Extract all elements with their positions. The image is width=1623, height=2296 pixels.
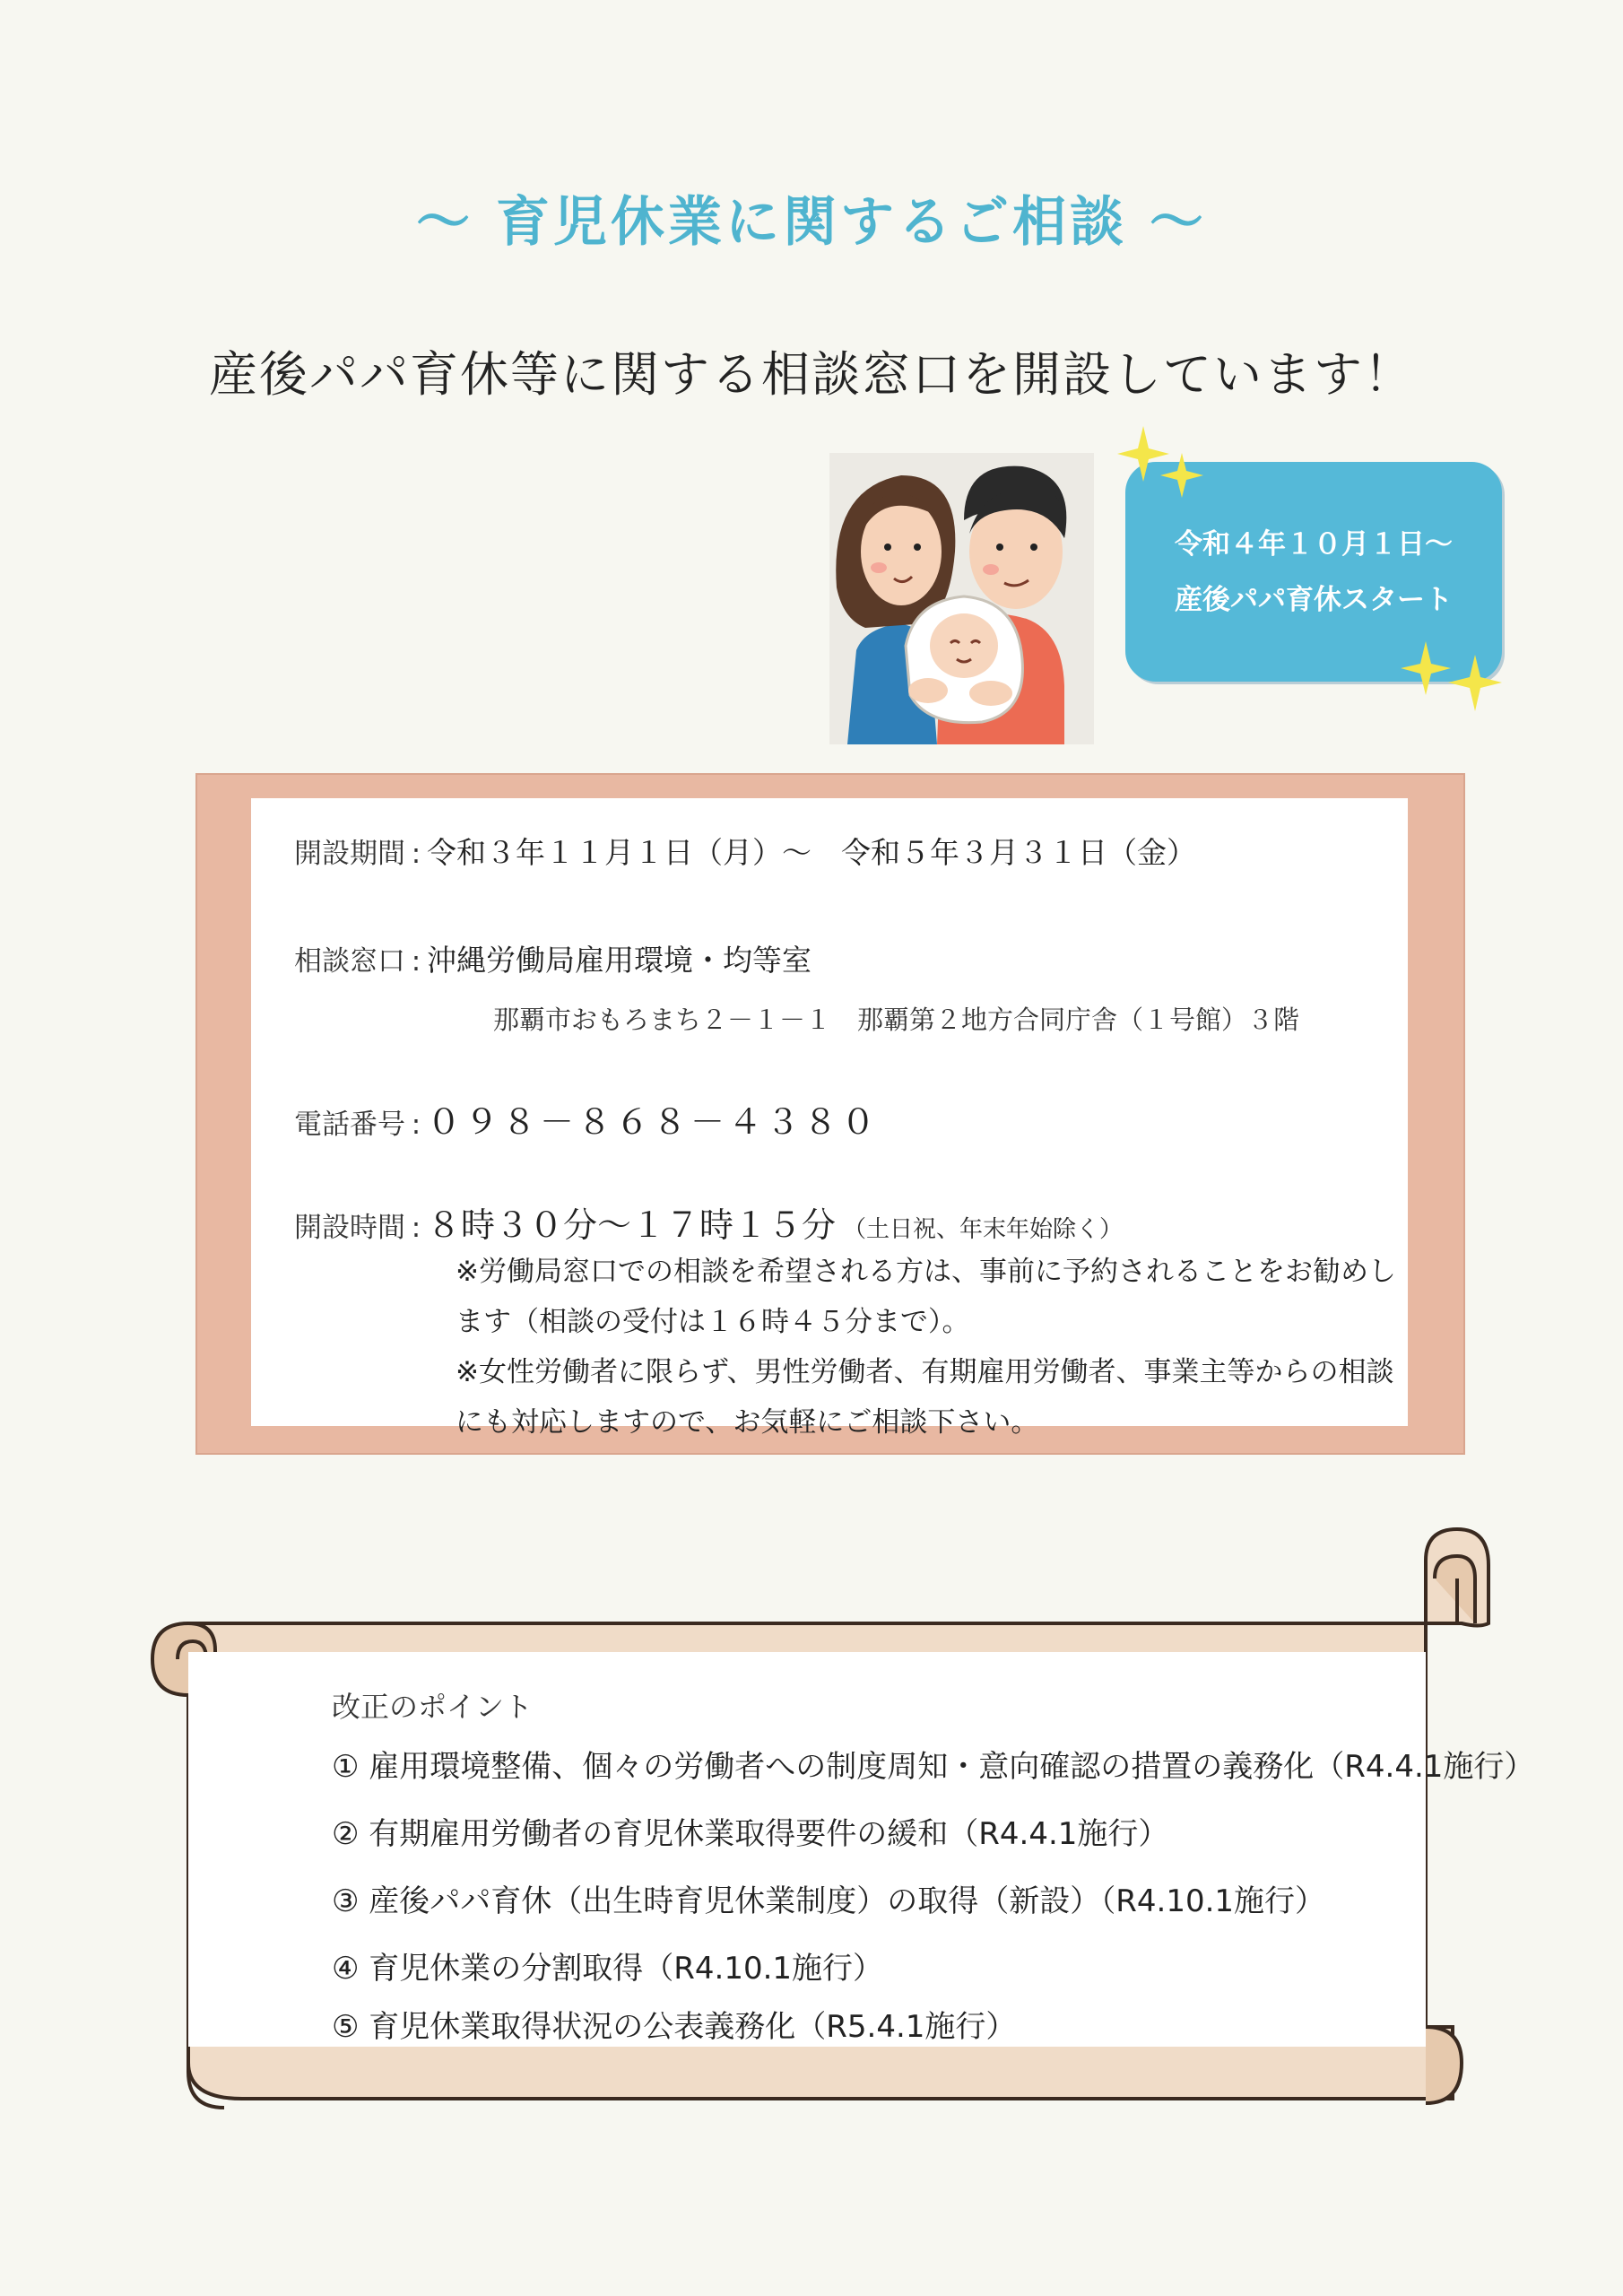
note-line: ※女性労働者に限らず、男性労働者、有期雇用労働者、事業主等からの相談 [456,1356,1394,1388]
page-title: ～ 育児休業に関するご相談 ～ [416,191,1207,254]
hours-row: 開設時間 : ８時３０分～１７時１５分 （土日祝、年末年始除く） [251,1197,1123,1247]
point-item: ⑤ 育児休業取得状況の公表義務化（R5.4.1施行） [332,2009,1017,2045]
consultation-info-box [195,773,1465,1455]
period-value: 令和３年１１月１日（月）～ 令和５年３月３１日（金） [427,835,1196,870]
point-item: ④ 育児休業の分割取得（R4.10.1施行） [332,1951,884,1987]
badge-line-title: 産後パパ育休スタート [1175,583,1453,616]
hours-label: 開設時間 [294,1212,405,1244]
family-illustration [829,453,1094,744]
window-row: 相談窓口 : 沖縄労働局雇用環境・均等室 [251,937,812,979]
point-item: ② 有期雇用労働者の育児休業取得要件の緩和（R4.4.1施行） [332,1816,1169,1852]
note-line: ます（相談の受付は１６時４５分まで）。 [456,1306,970,1338]
phone-number: ０９８－８６８－４３８０ [427,1102,880,1142]
point-item: ③ 産後パパ育休（出生時育児休業制度）の取得（新設）（R4.10.1施行） [332,1883,1326,1919]
hours-note: （土日祝、年末年始除く） [843,1216,1124,1243]
note-line: にも対応しますので、お気軽にご相談下さい。 [456,1406,1039,1439]
revision-points [188,1652,1535,2047]
note-line: ※労働局窓口での相談を希望される方は、事前に予約されることをお勧めし [456,1256,1396,1288]
period-label: 開設期間 [294,838,405,870]
period-row: 開設期間 : 令和３年１１月１日（月）～ 令和５年３月３１日（金） [251,830,1196,872]
badge-line-date: 令和４年１０月１日～ [1175,527,1453,561]
hours-value: ８時３０分～１７時１５分 [427,1205,837,1245]
start-date-badge [1103,422,1515,718]
phone-label: 電話番号 [294,1109,405,1141]
points-heading: 改正のポイント [332,1690,534,1724]
page-subtitle: 産後パパ育休等に関する相談窓口を開設しています！ [209,346,1414,403]
window-value: 沖縄労働局雇用環境・均等室 [427,943,812,978]
window-address: 那覇市おもろまち２－１－１ 那覇第２地方合同庁舎（１号館）３階 [493,1004,1300,1035]
sparkle-icon [1112,422,1211,507]
point-item: ① 雇用環境整備、個々の労働者への制度周知・意向確認の措置の義務化（R4.4.1施行） [332,1749,1535,1785]
sparkle-icon [1399,632,1506,718]
phone-row: 電話番号 : ０９８－８６８－４３８０ [251,1094,879,1144]
window-label: 相談窓口 [294,945,405,978]
